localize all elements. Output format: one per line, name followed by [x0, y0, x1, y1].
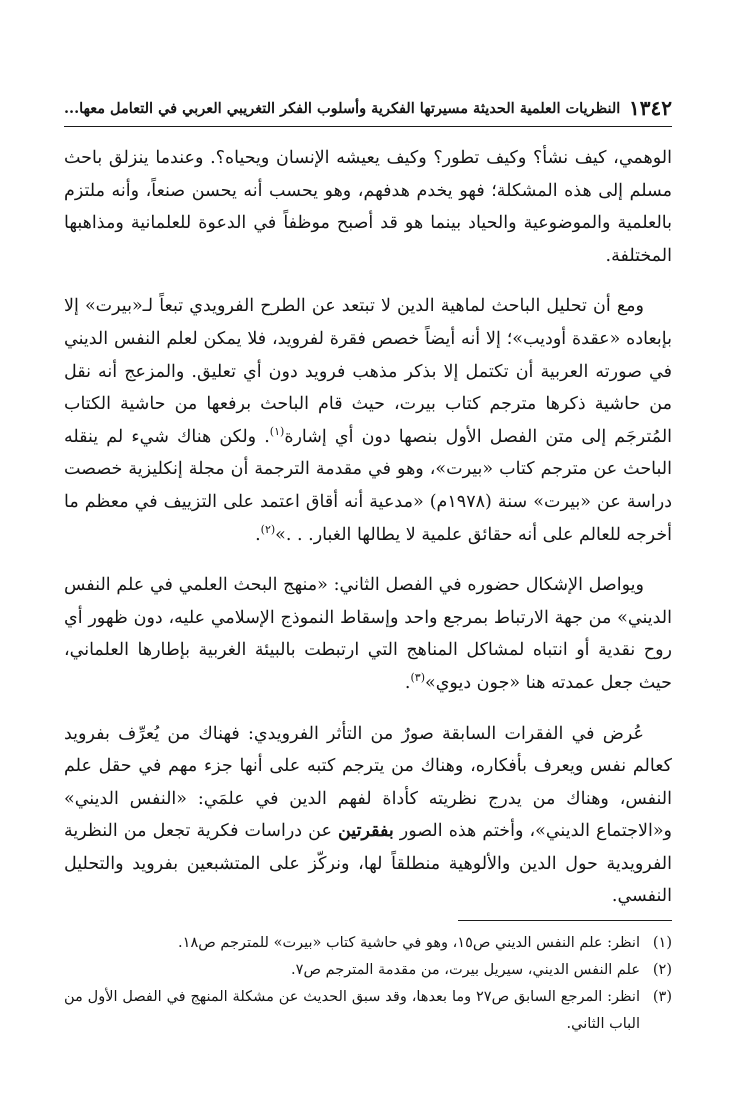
paragraph-2: [64, 290, 672, 551]
footnotes: [64, 930, 672, 1038]
page-header: [64, 86, 672, 127]
paragraph-2-text: ومع أن تحليل الباحث لماهية الدين لا تبتعد عن الطرح الفرويدي تبعاً لـ«بيرت» إلا بإبعاده «عقدة أوديب»؛ إلا أنه أيضاً خصص فقرة لفرويد، فلا يمكن لعلم النفس الديني في صورته العربية أن تكتمل إلا بذكر مذهب فرويد دون أي تعليق. والمزعج أنه نقل من حاشية ذكرها مترجم كتاب بيرت، حيث قام الباحث برفعها من حاشية الكتاب المُترجَم إلى متن الفصل الأول بنصها دون أي إشارة: [64, 296, 673, 447]
paragraph-1: [64, 142, 672, 272]
footnote-1: [64, 930, 672, 957]
paragraph-4-bold: بفقرتين: [337, 821, 394, 842]
footnote-3: [64, 984, 672, 1038]
footnote-number: (٣): [652, 989, 672, 1005]
footnote-text: علم النفس الديني، سيريل بيرت، من مقدمة المترجم ص٧.: [291, 962, 640, 978]
paragraph-4-text: عُرض في الفقرات السابقة صورٌ من التأثر الفرويدي: فهناك من يُعرِّف بفرويد كعالم نفس ويعرف بأفكاره، وهناك من يترجم كتبه على أنها جزء مهم في حقل علم النفس، وهناك من يدرج نظريته كأداة لفهم الدين في علمَي: «النفس الديني» و«الاجتماع الديني»، وأختم هذه الصور: [64, 723, 673, 842]
paragraph-1-text: الوهمي، كيف نشأ؟ وكيف تطور؟ وكيف يعيشه الإنسان ويحياه؟. وعندما ينزلق باحث مسلم إلى هذه المشكلة؛ فهو يخدم هدفهم، وهو يحسب أنه يحسن صنعاً، وأنه ملتزم بالعلمية والموضوعية والحياد بينما هو قد أصبح موظفاً في الدعوة للعلمانية ومذاهبها المختلفة.: [64, 148, 672, 266]
footnote-ref-1[interactable]: (١): [269, 424, 285, 438]
paragraph-3-text: ويواصل الإشكال حضوره في الفصل الثاني: «منهج البحث العلمي في علم النفس الديني» من جهة الارتباط بمرجع واحد وإسقاط النموذج الإسلامي عليه، دون ظهور أي روح نقدية أو انتباه لمشاكل المناهج التي ارتبطت بالبيئة الغربية بإطارها العلماني، حيث جعل عمدته هنا «جون ديوي»: [64, 575, 672, 693]
paragraph-2-end: .: [255, 524, 261, 545]
footnote-text: انظر: علم النفس الديني ص١٥، وهو في حاشية كتاب «بيرت» للمترجم ص١٨.: [178, 935, 640, 951]
footnote-ref-2[interactable]: (٢): [260, 522, 276, 536]
main-text: [64, 142, 672, 931]
page-number: ١٣٤٢: [629, 96, 672, 120]
paragraph-4: [64, 718, 672, 914]
footnote-ref-3[interactable]: (٣): [410, 671, 426, 685]
paragraph-3-end: .: [404, 672, 411, 693]
footnote-2: [64, 957, 672, 984]
footnote-number: (١): [652, 935, 672, 951]
paragraph-2-text-b: . ولكن هناك شيء لم ينقله الباحث عن مترجم كتاب «بيرت»، وهو في مقدمة الترجمة أن مجلة إنكليزية خصصت دراسة عن «بيرت» سنة (١٩٧٨م) «مدعية أنه أقاق اعتمد على التزييف في معظم ما أخرجه للعالم على أنه حقائق علمية لا يطالها الغبار. . .»: [64, 426, 672, 545]
footnote-text: انظر: المرجع السابق ص٢٧ وما بعدها، وقد سبق الحديث عن مشكلة المنهج في الفصل الأول من الباب الثاني.: [64, 989, 640, 1032]
footnote-separator: [458, 920, 672, 921]
running-title: النظريات العلمية الحديثة مسيرتها الفكرية وأسلوب الفكر التغريبي العربي في التعامل معها...: [64, 100, 621, 117]
footnote-number: (٢): [652, 962, 672, 978]
paragraph-3: [64, 569, 672, 699]
paragraph-4-text-b: عن دراسات فكرية تجعل من النظرية الفرويدية حول الدين والألوهية منطلقاً لها، ونركّز على المتشبعين بفرويد والتحليل النفسي.: [64, 821, 672, 907]
